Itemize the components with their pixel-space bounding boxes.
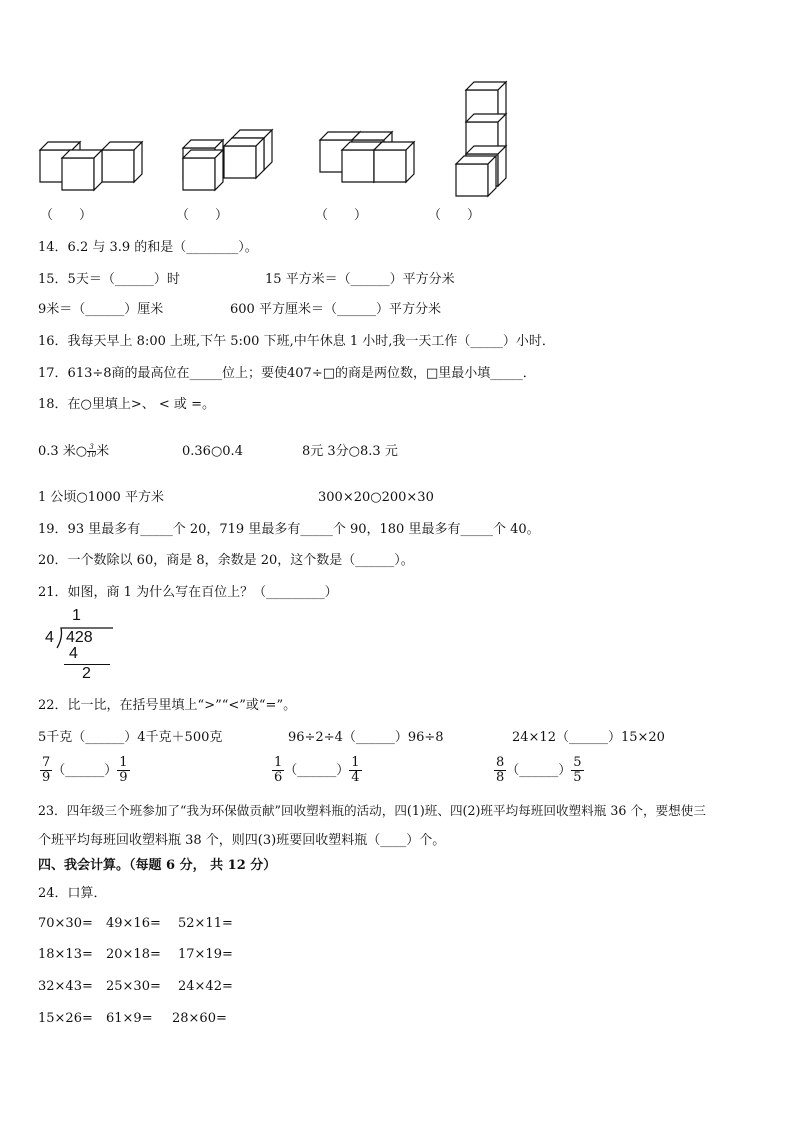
q24-r4c3: 28×60= <box>172 1011 227 1026</box>
figure-3-answer[interactable]: （ ） <box>315 208 368 223</box>
figure-2 <box>183 130 272 190</box>
q22-row2-c: $\frac{8}{8}$ （______） $\frac{5}{5}$ <box>496 755 582 785</box>
long-division-figure <box>40 607 115 685</box>
division-quotient: 1 <box>72 607 81 624</box>
q24-r2c2: 20×18= <box>106 947 161 962</box>
q22-row1-c: 24×12（______）15×20 <box>512 730 665 745</box>
q18-item-e: 300×20○200×30 <box>318 490 434 505</box>
question-16: 16．我每天早上 8:00 上班,下午 5:00 下班,中午休息 1 小时,我一天工作（_____）小时． <box>38 334 555 349</box>
division-dividend: 428 <box>66 629 93 646</box>
question-15d: 600 平方厘米＝（______）平方分米 <box>230 302 441 317</box>
q24-r1c3: 52×11= <box>178 916 233 931</box>
q18-item-b: 0.36○0.4 <box>182 444 243 459</box>
q24-r2c3: 17×19= <box>178 947 233 962</box>
section-4-heading: 四、我会计算。（每题 6 分， 共 12 分） <box>38 858 277 873</box>
q22-row2-a: $\frac{7}{9}$ （______） $\frac{1}{9}$ <box>42 755 128 785</box>
division-divisor: 4 <box>45 629 54 646</box>
question-24: 24．口算． <box>38 886 107 901</box>
question-18: 18．在○里填上>、 < 或 =。 <box>38 397 215 412</box>
question-14: 14．6.2 与 3.9 的和是（________）。 <box>38 240 258 255</box>
question-19: 19．93 里最多有_____个 20，719 里最多有_____个 90，180 里最多有_____个 40。 <box>38 522 540 537</box>
figure-4-answer[interactable]: （ ） <box>428 208 481 223</box>
q22-row1-b: 96÷2÷4（______）96÷8 <box>288 730 444 745</box>
q24-r2c1: 18×13= <box>38 947 93 962</box>
q24-r3c1: 32×43= <box>38 979 93 994</box>
figure-3 <box>320 132 414 182</box>
question-15a: 15．5天＝（______）时 <box>38 272 180 287</box>
question-23-line2: 个班平均每班回收塑料瓶 38 个，则四(3)班要回收塑料瓶（____）个。 <box>38 833 446 848</box>
division-product: 4 <box>69 645 78 662</box>
q24-r1c1: 70×30= <box>38 916 93 931</box>
q22-row2-b: $\frac{1}{6}$ （______） $\frac{1}{4}$ <box>274 755 360 785</box>
q24-r4c1: 15×26= <box>38 1011 93 1026</box>
question-23-line1: 23．四年级三个班参加了“我为环保做贡献”回收塑料瓶的活动，四(1)班、四(2)班平均每班回收塑料瓶 36 个，要想使三 <box>38 803 706 818</box>
cube-figures <box>0 0 794 210</box>
question-20: 20．一个数除以 60，商是 8，余数是 20，这个数是（______）。 <box>38 553 414 568</box>
question-15c: 9米＝（______）厘米 <box>38 302 164 317</box>
question-17: 17．613÷8商的最高位在_____位上；要使407÷□的商是两位数，□里最小填_____． <box>38 366 536 381</box>
figure-4 <box>456 82 506 196</box>
question-15b: 15 平方米＝（______）平方分米 <box>265 272 455 287</box>
q18-item-d: 1 公顷○1000 平方米 <box>38 490 164 505</box>
question-21: 21．如图，商 1 为什么写在百位上？（_________） <box>38 585 338 600</box>
q24-r1c2: 49×16= <box>106 916 161 931</box>
q18-item-a: 0.3 米○ $\frac{3}{10}$ 米 <box>38 443 110 459</box>
q24-r4c2: 61×9= <box>106 1011 153 1026</box>
figure-1-answer[interactable]: （ ） <box>40 208 93 223</box>
q18-item-c: 8元 3分○8.3 元 <box>302 444 398 459</box>
figure-2-answer[interactable]: （ ） <box>176 208 229 223</box>
q24-r3c3: 24×42= <box>178 979 233 994</box>
division-remainder: 2 <box>82 665 91 682</box>
figure-1 <box>40 142 142 190</box>
question-22: 22．比一比，在括号里填上“>”“<”或“=”。 <box>38 698 297 713</box>
q24-r3c2: 25×30= <box>106 979 161 994</box>
q22-row1-a: 5千克（______）4千克＋500克 <box>38 730 223 745</box>
